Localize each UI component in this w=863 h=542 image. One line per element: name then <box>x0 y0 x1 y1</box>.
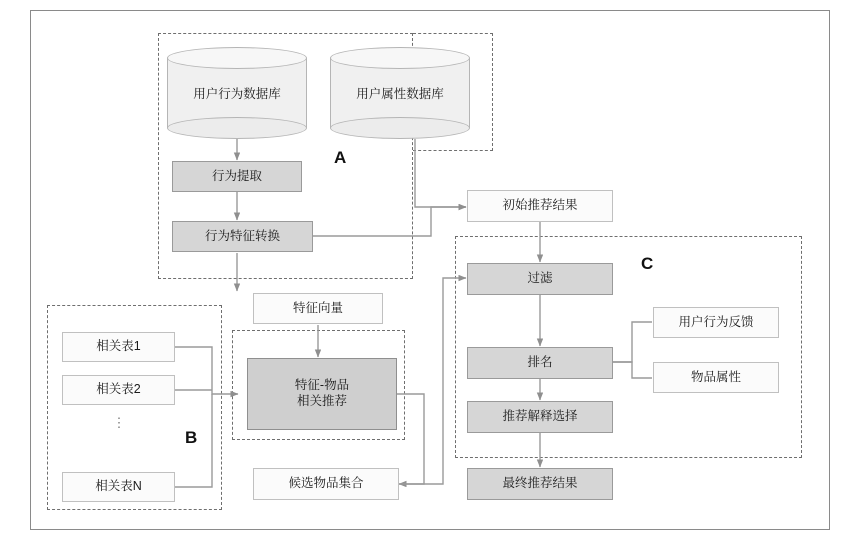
node-feature-item-recommend[interactable] <box>247 358 397 430</box>
group-label-c: C <box>641 254 654 273</box>
node-user-behavior-feedback[interactable] <box>653 307 779 338</box>
node-initial-result[interactable] <box>467 190 613 222</box>
node-final-result-label: 最终推荐结果 <box>502 476 578 491</box>
database-user-attribute <box>330 47 470 139</box>
node-behavior-extract[interactable] <box>172 161 302 192</box>
group-label-b: B <box>185 428 198 447</box>
node-item-attribute[interactable] <box>653 362 779 393</box>
node-filter-label: 过滤 <box>527 271 553 286</box>
node-relation-table-n-label: 相关表N <box>95 479 142 494</box>
node-relation-table-1[interactable] <box>62 332 175 362</box>
node-item-attribute-label: 物品属性 <box>690 369 741 384</box>
database-user-attribute-label: 用户属性数据库 <box>356 87 444 101</box>
node-final-result[interactable] <box>467 468 613 500</box>
node-user-behavior-feedback-label: 用户行为反馈 <box>678 314 754 329</box>
node-initial-result-label: 初始推荐结果 <box>502 198 578 213</box>
node-feature-item-recommend-label-line-1: 特征-物品 <box>294 378 350 393</box>
node-explain-select-label: 推荐解释选择 <box>502 409 578 424</box>
relation-table-ellipsis: ⋮ <box>112 415 126 430</box>
node-behavior-extract-label: 行为提取 <box>211 168 262 183</box>
database-user-behavior-label: 用户行为数据库 <box>193 87 281 101</box>
database-user-behavior <box>167 47 307 139</box>
node-rank[interactable] <box>467 347 613 379</box>
node-filter[interactable] <box>467 263 613 295</box>
node-candidate-item-set-label: 候选物品集合 <box>288 476 364 491</box>
node-explain-select[interactable] <box>467 401 613 433</box>
node-behavior-feature-transform-label: 行为特征转换 <box>204 228 280 243</box>
node-feature-item-recommend-label-line-2: 相关推荐 <box>296 394 347 408</box>
group-label-a: A <box>334 148 347 167</box>
node-feature-vector-label: 特征向量 <box>292 300 343 315</box>
node-relation-table-2[interactable] <box>62 375 175 405</box>
node-behavior-feature-transform[interactable] <box>172 221 313 252</box>
node-feature-vector[interactable] <box>253 293 383 324</box>
node-relation-table-1-label: 相关表1 <box>96 339 141 354</box>
node-relation-table-2-label: 相关表2 <box>96 382 141 397</box>
node-candidate-item-set[interactable] <box>253 468 399 500</box>
node-rank-label: 排名 <box>527 355 553 370</box>
node-relation-table-n[interactable] <box>62 472 175 502</box>
